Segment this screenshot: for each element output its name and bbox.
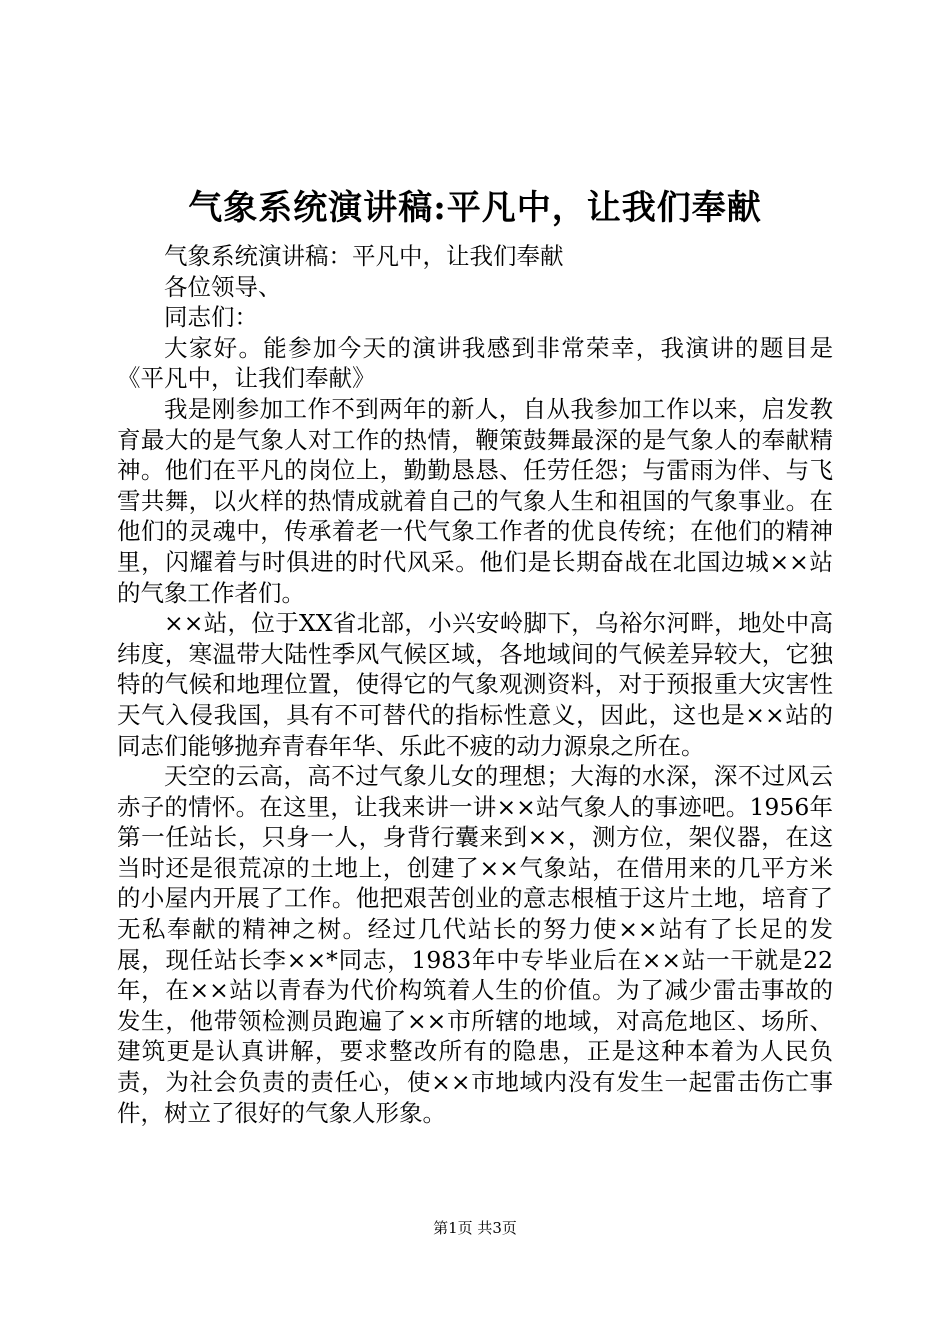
- paragraph-salutation-leaders: 各位领导、: [164, 272, 282, 301]
- paragraph-intro: 我是刚参加工作不到两年的新人，自从我参加工作以来，启发教育最大的是气象人对工作的热情，鞭策鼓舞最深的是气象人的奉献精神。他们在平凡的岗位上，勤勤恳恳、任劳任怨；与雷雨为伴、与飞雪共舞，以火样的热情成就着自己的气象人生和祖国的气象事业。在他们的灵魂中，传承着老一代气象工作者的优良传统；在他们的精神里，闪耀着与时俱进的时代风采。他们是长期奋战在北国边城××站的气象工作者们。: [117, 394, 833, 607]
- page-footer: 第1页 共3页: [433, 1219, 517, 1237]
- paragraph-salutation-comrades: 同志们：: [164, 303, 258, 332]
- paragraph-greeting: 大家好。能参加今天的演讲我感到非常荣幸，我演讲的题目是《平凡中，让我们奉献》: [117, 333, 833, 393]
- document-body: [117, 241, 833, 1128]
- document-title: 气象系统演讲稿:平凡中，让我们奉献: [188, 188, 762, 228]
- paragraph-story: 天空的云高，高不过气象儿女的理想；大海的水深，深不过风云赤子的情怀。在这里，让我来讲一讲××站气象人的事迹吧。1956年第一任站长，只身一人，身背行囊来到××，测方位，架仪器，在这当时还是很荒凉的土地上，创建了××气象站，在借用来的几平方米的小屋内开展了工作。他把艰苦创业的意志根植于这片土地，培育了无私奉献的精神之树。经过几代站长的努力使××站有了长足的发展，现任站长李××*同志，1983年中专毕业后在××站一干就是22年，在××站以青春为代价构筑着人生的价值。为了减少雷击事故的发生，他带领检测员跑遍了××市所辖的地域，对高危地区、场所、建筑更是认真讲解，要求整改所有的隐患，正是这种本着为人民负责，为社会负责的责任心，使××市地域内没有发生一起雷击伤亡事件，树立了很好的气象人形象。: [117, 762, 833, 1127]
- paragraph-station: ××站，位于XX省北部，小兴安岭脚下，乌裕尔河畔，地处中高纬度，寒温带大陆性季风气候区域，各地域间的气候差异较大，它独特的气候和地理位置，使得它的气象观测资料，对于预报重大灾害性天气入侵我国，具有不可替代的指标性意义，因此，这也是××站的同志们能够抛弃青春年华、乐此不疲的动力源泉之所在。: [117, 609, 833, 760]
- paragraph-subtitle: 气象系统演讲稿：平凡中，让我们奉献: [164, 242, 564, 270]
